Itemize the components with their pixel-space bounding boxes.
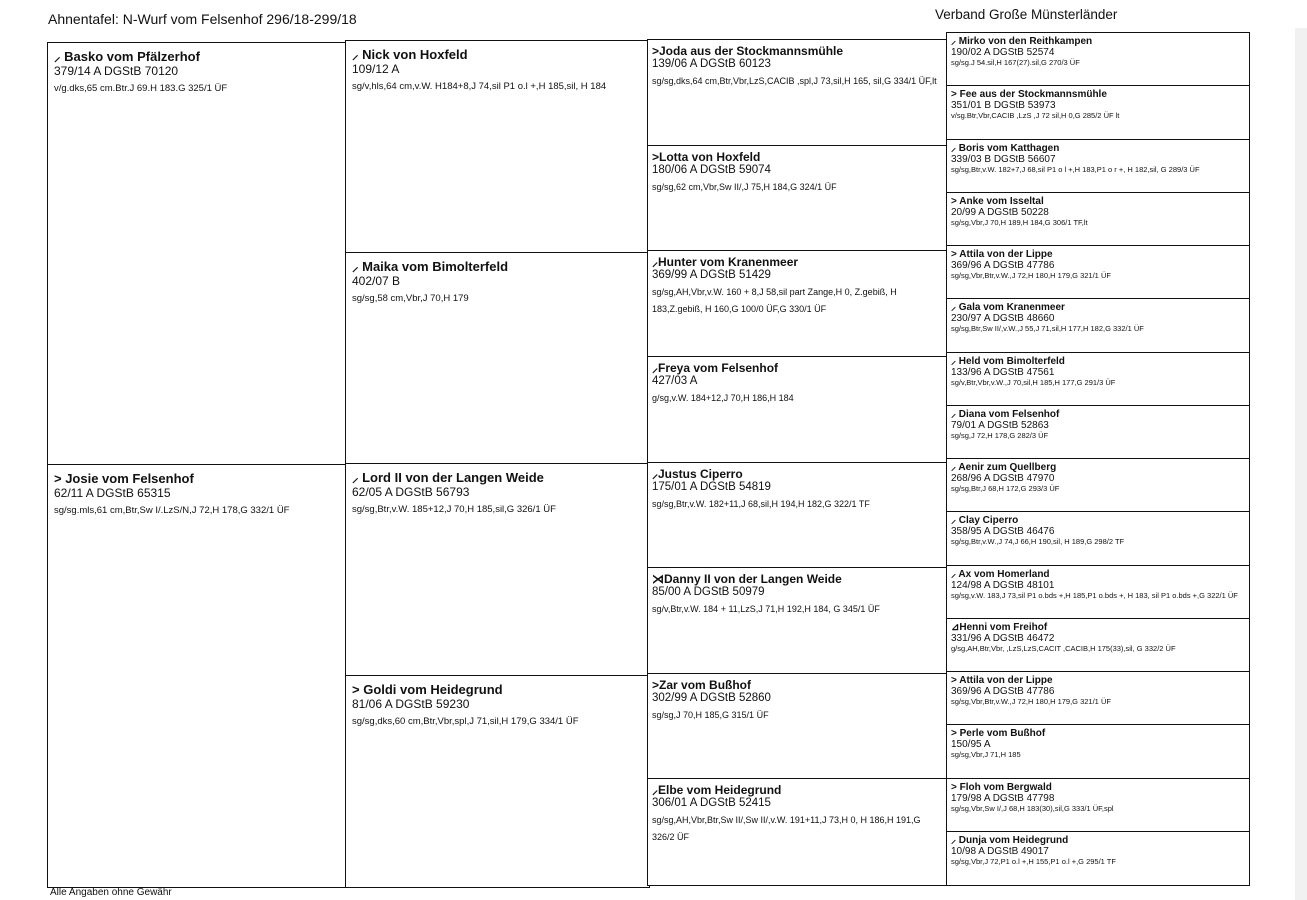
registration-number: 175/01 A DGStB 54819 bbox=[652, 480, 771, 493]
dog-name: > Perle vom Bußhof bbox=[951, 728, 1046, 740]
performance-details: sg/sg,AH,Vbr,Btr,Sw II/,Sw II/,v.W. 191+11,J 73,H 0, H 186,H 191,G 326/2 ÜF bbox=[652, 815, 921, 843]
organization-name: Verband Große Münsterländer bbox=[935, 7, 1118, 22]
gen2-ancestor-cell bbox=[345, 675, 650, 888]
registration-number: 139/06 A DGStB 60123 bbox=[652, 58, 771, 70]
registration-number: 427/03 A bbox=[652, 374, 698, 387]
gen4-ancestor-cell bbox=[946, 245, 1250, 300]
registration-number: 369/96 A DGStB 47786 bbox=[951, 686, 1055, 697]
gen4-ancestor-cell bbox=[946, 618, 1250, 673]
registration-number: 369/96 A DGStB 47786 bbox=[951, 260, 1055, 271]
registration-number: 302/99 A DGStB 52860 bbox=[652, 691, 771, 704]
gen4-ancestor-cell bbox=[946, 831, 1250, 886]
dog-name: ⸝ Basko vom Pfälzerhof bbox=[54, 49, 200, 64]
dog-name: ⸝ Lord II von der Langen Weide bbox=[352, 470, 544, 485]
dog-name: ⸝ Nick von Hoxfeld bbox=[352, 47, 468, 62]
gen4-ancestor-cell bbox=[946, 458, 1250, 513]
performance-details: sg/sg,Vbr,Btr,v.W.,J 72,H 180,H 179,G 321/1 ÜF bbox=[951, 697, 1111, 706]
gen4-ancestor-cell bbox=[946, 405, 1250, 460]
performance-details: g/sg,AH,Btr,Vbr, ,LzS,LzS,CACIT ,CACIB,H 175(33),sil, G 332/2 ÜF bbox=[951, 643, 1176, 653]
dog-name: >Lotta von Hoxfeld bbox=[652, 149, 761, 164]
performance-details: sg/sg,Vbr,J 70,H 189,H 184,G 306/1 TF,lt bbox=[951, 217, 1088, 227]
performance-details: sg/sg,Btr,Sw II/,v.W.,J 55,J 71,sil,H 177,H 182,G 332/1 ÜF bbox=[951, 324, 1144, 334]
dog-name: ⸝ Mirko von den Reithkampen bbox=[951, 36, 1093, 47]
performance-details: sg/sg,Btr,v.W.,J 74,J 66,H 190,sil, H 189,G 298/2 TF bbox=[951, 537, 1125, 547]
gen4-ancestor-cell bbox=[946, 298, 1250, 353]
gen3-ancestor-cell bbox=[647, 567, 949, 674]
performance-details: sg/sg,Btr,v.W. 185+12,J 70,H 185,sil,G 326/1 ÜF bbox=[352, 504, 556, 515]
dog-name: ⸝ Ax vom Homerland bbox=[951, 568, 1050, 580]
gen1-ancestor-cell bbox=[47, 42, 348, 466]
gen3-ancestor-cell bbox=[647, 39, 949, 146]
performance-details: sg/sg,Btr,v.W. 182+7,J 68,sil P1 o l +,H 183,P1 o r +, H 182,sil, G 289/3 ÜF bbox=[951, 164, 1200, 174]
dog-name: ⸝ Diana vom Felsenhof bbox=[951, 408, 1060, 420]
dog-name: ⸝ Held vom Bimolterfeld bbox=[951, 355, 1065, 367]
gen4-ancestor-cell bbox=[946, 724, 1250, 779]
dog-name: >Joda aus der Stockmannsmühle bbox=[652, 44, 844, 58]
registration-number: 369/99 A DGStB 51429 bbox=[652, 269, 771, 282]
registration-number: 79/01 A DGStB 52863 bbox=[951, 419, 1049, 431]
performance-details: sg/sg.mls,61 cm,Btr,Sw I/.LzS/N,J 72,H 178,G 332/1 ÜF bbox=[54, 505, 290, 516]
registration-number: 62/11 A DGStB 65315 bbox=[54, 486, 171, 500]
dog-name: ⸝Elbe vom Heidegrund bbox=[652, 783, 782, 798]
registration-number: 20/99 A DGStB 50228 bbox=[951, 206, 1049, 218]
performance-details: sg/sg,AH,Vbr,v.W. 160 + 8,J 58,sil part Zange,H 0, Z.gebiß, H 183,Z.gebiß, H 160,G 100/0 ÜF,G 330/1 ÜF bbox=[652, 287, 897, 315]
registration-number: 62/05 A DGStB 56793 bbox=[352, 485, 470, 499]
performance-details: sg/sg,62 cm,Vbr,Sw II/,J 75,H 184,G 324/1 ÜF bbox=[652, 181, 837, 192]
performance-details: sg/sg,Vbr,J 72,P1 o.l +,H 155,P1 o.l +,G 295/1 TF bbox=[951, 856, 1116, 866]
gen4-ancestor-cell bbox=[946, 671, 1250, 726]
registration-number: 179/98 A DGStB 47798 bbox=[951, 792, 1055, 804]
registration-number: 109/12 A bbox=[352, 62, 400, 76]
performance-details: g/sg,v.W. 184+12,J 70,H 186,H 184 bbox=[652, 392, 794, 403]
dog-name: ⸝ Maika vom Bimolterfeld bbox=[352, 258, 509, 274]
dog-name: > Fee aus der Stockmannsmühle bbox=[951, 89, 1107, 101]
dog-name: ⸝ Clay Ciperro bbox=[951, 515, 1019, 527]
dog-name: ⋊Danny II von der Langen Weide bbox=[652, 572, 842, 587]
performance-details: sg/v,Btr,v.W. 184 + 11,LzS,J 71,H 192,H 184, G 345/1 ÜF bbox=[652, 604, 880, 615]
registration-number: 358/95 A DGStB 46476 bbox=[951, 526, 1055, 538]
dog-name: ⸝Hunter vom Kranenmeer bbox=[652, 255, 799, 270]
gen3-ancestor-cell bbox=[647, 673, 949, 780]
gen3-ancestor-cell bbox=[647, 356, 949, 463]
gen4-ancestor-cell bbox=[946, 565, 1250, 620]
registration-number: 81/06 A DGStB 59230 bbox=[352, 696, 470, 711]
performance-details: sg/sg,58 cm,Vbr,J 70,H 179 bbox=[352, 292, 469, 304]
registration-number: 351/01 B DGStB 53973 bbox=[951, 100, 1056, 112]
gen1-ancestor-cell bbox=[47, 464, 348, 888]
scan-edge bbox=[1295, 28, 1307, 900]
registration-number: 124/98 A DGStB 48101 bbox=[951, 579, 1055, 591]
registration-number: 339/03 B DGStB 56607 bbox=[951, 153, 1056, 165]
disclaimer: Alle Angaben ohne Gewähr bbox=[50, 887, 172, 898]
registration-number: 402/07 B bbox=[352, 273, 401, 288]
performance-details: v/g.dks,65 cm.Btr.J 69.H 183.G 325/1 ÜF bbox=[54, 83, 228, 94]
gen4-ancestor-cell bbox=[946, 511, 1250, 566]
performance-details: sg/sg.J 54.sil,H 167(27).sil,G 270/3 ÜF bbox=[951, 58, 1080, 67]
dog-name: > Anke vom Isseltal bbox=[951, 195, 1044, 207]
performance-details: sg/sg,J 72,H 178,G 282/3 ÜF bbox=[951, 430, 1049, 440]
gen4-ancestor-cell bbox=[946, 778, 1250, 833]
dog-name: ⸝ Aenir zum Quellberg bbox=[951, 462, 1057, 473]
registration-number: 306/01 A DGStB 52415 bbox=[652, 797, 771, 810]
performance-details: sg/sg,Btr,v.W. 182+11,J 68,sil,H 194,H 182,G 322/1 TF bbox=[652, 498, 870, 509]
registration-number: 133/96 A DGStB 47561 bbox=[951, 366, 1055, 378]
performance-details: sg/sg,Vbr,Btr,v.W.,J 72,H 180,H 179,G 321/1 ÜF bbox=[951, 271, 1111, 280]
gen3-ancestor-cell bbox=[647, 145, 949, 252]
registration-number: 379/14 A DGStB 70120 bbox=[54, 64, 179, 78]
gen4-ancestor-cell bbox=[946, 32, 1250, 87]
dog-name: > Josie vom Felsenhof bbox=[54, 471, 194, 486]
dog-name: ⸝ Gala vom Kranenmeer bbox=[951, 302, 1065, 314]
registration-number: 85/00 A DGStB 50979 bbox=[652, 586, 765, 599]
gen4-ancestor-cell bbox=[946, 85, 1250, 140]
gen4-ancestor-cell bbox=[946, 352, 1250, 407]
gen2-ancestor-cell bbox=[345, 252, 650, 465]
gen2-ancestor-cell bbox=[345, 463, 650, 676]
dog-name: ⊿Henni vom Freihof bbox=[951, 621, 1048, 633]
pedigree-title: Ahnentafel: N-Wurf vom Felsenhof 296/18-299/18 bbox=[48, 11, 357, 27]
registration-number: 331/96 A DGStB 46472 bbox=[951, 632, 1055, 644]
dog-name: > Floh vom Bergwald bbox=[951, 781, 1052, 793]
dog-name: > Attila von der Lippe bbox=[951, 249, 1053, 260]
dog-name: ⸝ Boris vom Katthagen bbox=[951, 142, 1060, 154]
dog-name: ⸝Justus Ciperro bbox=[652, 466, 743, 481]
dog-name: ⸝ Dunja vom Heidegrund bbox=[951, 834, 1069, 846]
performance-details: sg/sg,dks,60 cm,Btr,Vbr,spl,J 71,sil,H 179,G 334/1 ÜF bbox=[352, 715, 579, 727]
performance-details: sg/sg,Btr,J 68,H 172,G 293/3 ÜF bbox=[951, 484, 1060, 493]
dog-name: > Attila von der Lippe bbox=[951, 675, 1053, 686]
registration-number: 190/02 A DGStB 52574 bbox=[951, 47, 1055, 58]
gen3-ancestor-cell bbox=[647, 778, 949, 885]
dog-name: > Goldi vom Heidegrund bbox=[352, 681, 503, 697]
performance-details: sg/sg,dks,64 cm,Btr,Vbr,LzS,CACIB ,spl,J 73,sil,H 165, sil,G 334/1 ÜF,lt bbox=[652, 76, 937, 86]
dog-name: ⸝Freya vom Felsenhof bbox=[652, 360, 779, 375]
dog-name: >Zar vom Bußhof bbox=[652, 677, 752, 692]
registration-number: 10/98 A DGStB 49017 bbox=[951, 845, 1049, 857]
gen3-ancestor-cell bbox=[647, 462, 949, 569]
performance-details: sg/sg,Vbr,J 71,H 185 bbox=[951, 750, 1021, 760]
registration-number: 150/95 A bbox=[951, 739, 991, 751]
performance-details: sg/sg,J 70,H 185,G 315/1 ÜF bbox=[652, 709, 769, 720]
performance-details: v/sg.Btr,Vbr,CACIB ,LzS ,J 72 sil,H 0,G 285/2 ÜF lt bbox=[951, 111, 1120, 121]
performance-details: sg/sg,v.W. 183,J 73,sil P1 o.bds +,H 185,P1 o.bds +, H 183, sil P1 o.bds +,G 322/1 ÜF bbox=[951, 590, 1238, 600]
gen2-ancestor-cell bbox=[345, 40, 650, 253]
gen4-ancestor-cell bbox=[946, 192, 1250, 247]
performance-details: sg/sg,Vbr,Sw I/,J 68,H 183(30),sil,G 333/1 ÜF,spl bbox=[951, 803, 1114, 813]
performance-details: sg/v,hls,64 cm,v.W. H184+8,J 74,sil P1 o.l +,H 185,sil, H 184 bbox=[352, 81, 607, 92]
performance-details: sg/v,Btr,Vbr,v.W.,J 70,sil,H 185,H 177,G 291/3 ÜF bbox=[951, 377, 1116, 387]
registration-number: 230/97 A DGStB 48660 bbox=[951, 313, 1055, 325]
gen3-ancestor-cell bbox=[647, 250, 949, 357]
gen4-ancestor-cell bbox=[946, 139, 1250, 194]
registration-number: 180/06 A DGStB 59074 bbox=[652, 163, 771, 176]
registration-number: 268/96 A DGStB 47970 bbox=[951, 473, 1055, 484]
